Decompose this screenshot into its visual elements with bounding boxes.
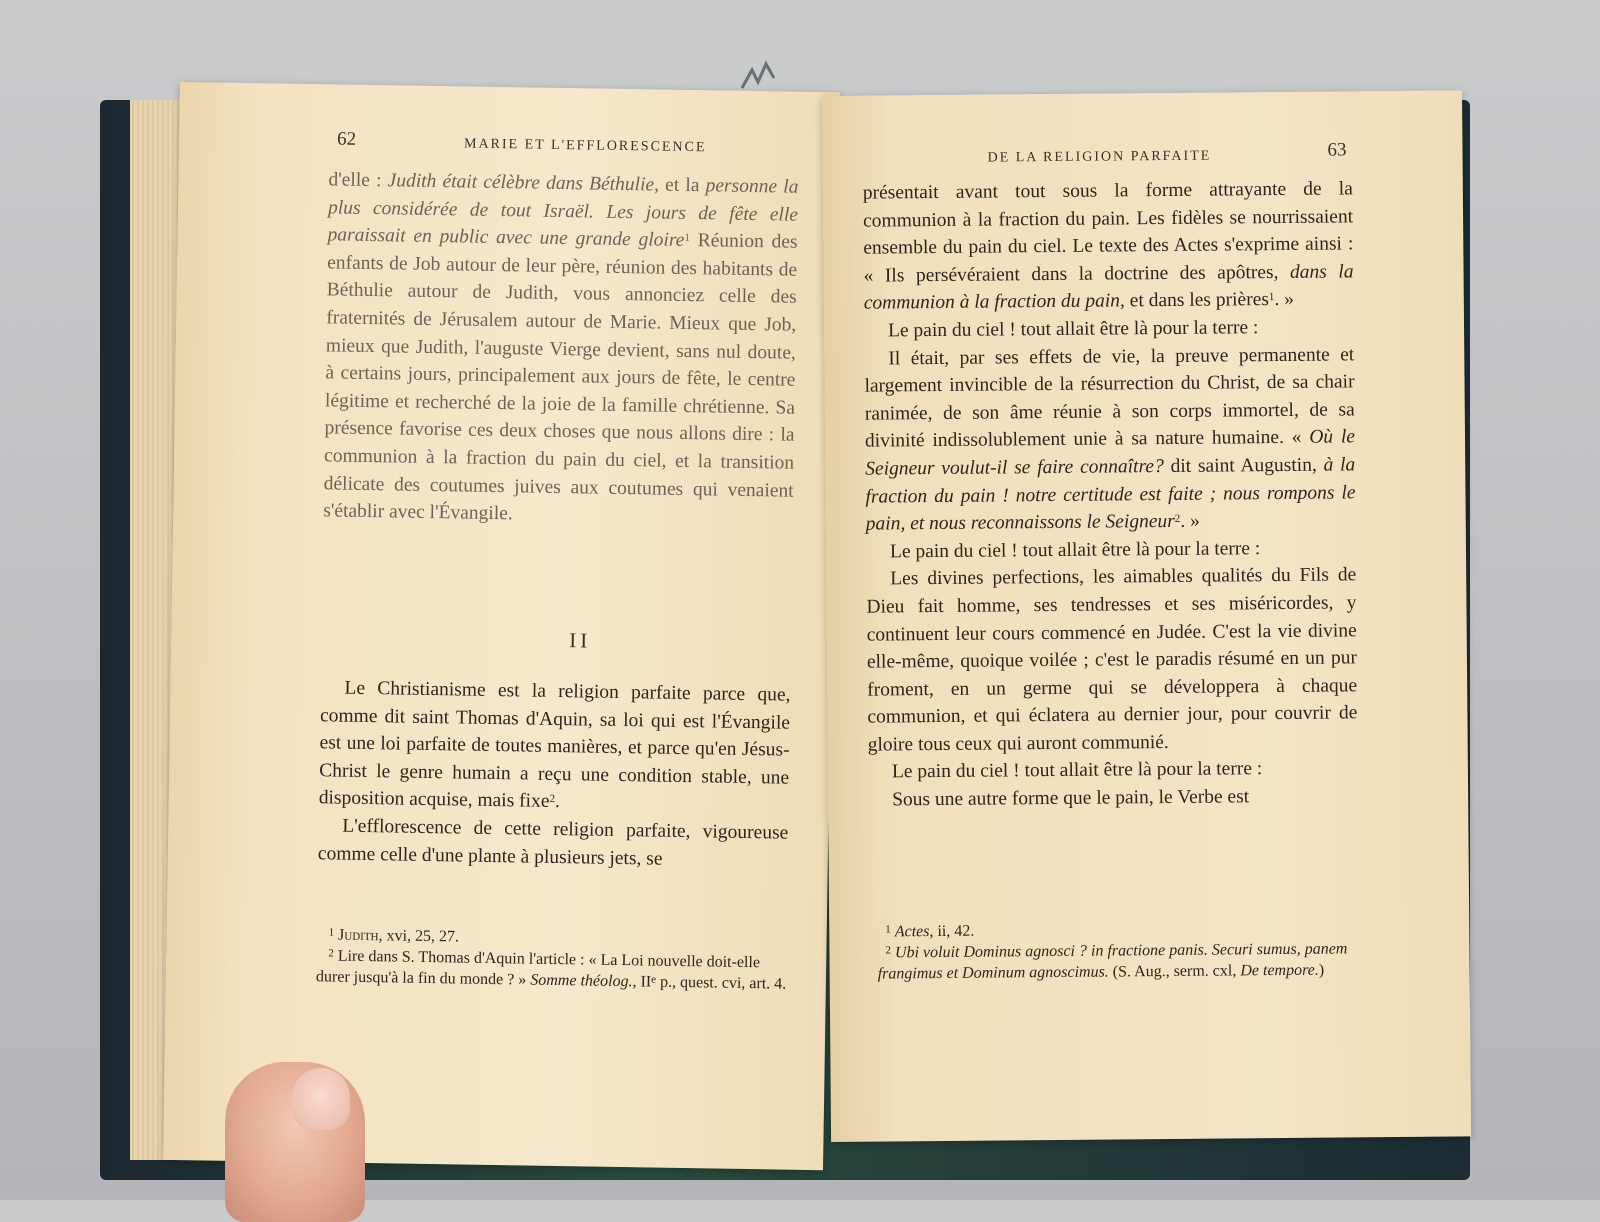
footnote-ref: 1	[684, 232, 691, 245]
right-page	[822, 90, 1471, 1142]
text-segment: personne la plus considérée de tout Israël. Les jours de fête elle paraissait en public avec une grande gloire	[327, 175, 799, 252]
text-segment: et la	[664, 174, 706, 197]
refrain: Le pain du ciel ! tout allait être là pour la terre :	[891, 758, 1263, 783]
paragraph: Le Christianisme est la religion parfaite parce que, comme dit saint Thomas d'Aquin, sa loi qui est l'Évangile est une loi parfaite de toutes manières, et parce qu'en Jésus-Christ le genre humain a reçu une condition stable, une disposition acquise, mais fixe$^2$.	[318, 677, 791, 813]
body-text	[323, 166, 799, 532]
refrain: Le pain du ciel ! tout allait être là pour la terre :	[887, 317, 1259, 342]
refrain: Le pain du ciel ! tout allait être là pour la terre :	[889, 537, 1261, 563]
bookmark-ribbon-icon	[738, 60, 778, 90]
footnote-1: $^1$ Actes, ii, 42.	[885, 922, 975, 941]
footnote-ref: 1	[1268, 291, 1275, 304]
footnote-2: $^2$ Lire dans S. Thomas d'Aquin l'article : « La Loi nouvelle doit-elle durer jusqu'à la fin du monde ? » Somme théolog., IIe p., quest. cvi, art. 4.	[315, 947, 787, 993]
section-number: II	[569, 628, 592, 653]
footnote-2: $^2$ Ubi voluit Dominus agnosci ? in fractione panis. Securi sumus, panem frangimus et Dominum agnoscimus. (S. Aug., serm. cxl, De tempore.)	[877, 940, 1348, 983]
section-text	[318, 674, 791, 875]
running-head: DE LA RELIGION PARFAITE	[987, 148, 1212, 166]
body-text	[863, 175, 1359, 814]
paragraph: Les divines perfections, les aimables qualités du Fils de Dieu fait homme, ses tendresses et ses miséricordes, y continuent leur cours commencé en Judée. C'est la vie divine elle-même, quoique voilée ; c'est le paradis résumé en un pur froment, en un germe qui se développera à chaque communion, et qui éclatera au dernier jour, pour couvrir de gloire tous ceux qui auront communié.	[866, 564, 1358, 756]
footnote-ref: 2	[1174, 513, 1181, 526]
paragraph: Il était, par ses effets de vie, la preuve permanente et largement invincible de la résurrection du Christ, de sa chair ranimée, de son âme réunie à son corps immortel, de sa divinité indissolublement unie à sa nature humaine. « Où le Seigneur voulut-il se faire connaître? dit saint Augustin, à la fraction du pain ! notre certitude est faite ; nous rompons le pain, et nous reconnaissons le Seigneur$^2$. »	[864, 343, 1356, 535]
page-number: 63	[1327, 139, 1347, 161]
footnote-1: $^1$ Judith, xvi, 25, 27.	[328, 926, 460, 946]
running-head: MARIE ET L'EFFLORESCENCE	[463, 136, 707, 156]
page-number: 62	[336, 128, 357, 150]
left-page	[163, 82, 840, 1170]
text-segment: Judith était célèbre dans Béthulie,	[387, 170, 666, 196]
paragraph: Sous une autre forme que le pain, le Verbe est	[892, 786, 1250, 811]
text-segment: d'elle :	[328, 169, 388, 192]
thumbnail	[292, 1068, 350, 1130]
paragraph: L'efflorescence de cette religion parfaite, vigoureuse comme celle d'une plante à plusieurs jets, se	[317, 815, 789, 870]
paragraph-continued	[323, 166, 799, 532]
footnotes	[877, 917, 1368, 984]
footnotes	[316, 924, 797, 995]
footnote-ref: 2	[549, 793, 556, 806]
paragraph-rest: Réunion des enfants de Job autour de leur père, réunion des habitants de Béthulie autour de Judith, vous annonciez celle des fraternités de Jérusalem autour de Marie. Mieux que Job, mieux que Judith, l'auguste Vierge devient, sans nul doute, à certains jours, principalement aux jours de fête, le centre légitime et recherché de la joie de la famille chrétienne. Sa présence favorise ces deux choses que nous allons dire : la communion à la fraction du pain du ciel, et la transition délicate des coutumes juives aux coutumes qui venaient s'établir avec l'Évangile.	[323, 230, 798, 525]
paragraph-continued: présentait avant tout sous la forme attrayante de la communion à la fraction du pain. Les fidèles se nourrissaient ensemble du pain du ciel. Le texte des Actes s'exprime ainsi : « Ils persévéraient dans la doctrine des apôtres, dans la communion à la fraction du pain, et dans les prières$^1$. »	[862, 178, 1354, 315]
